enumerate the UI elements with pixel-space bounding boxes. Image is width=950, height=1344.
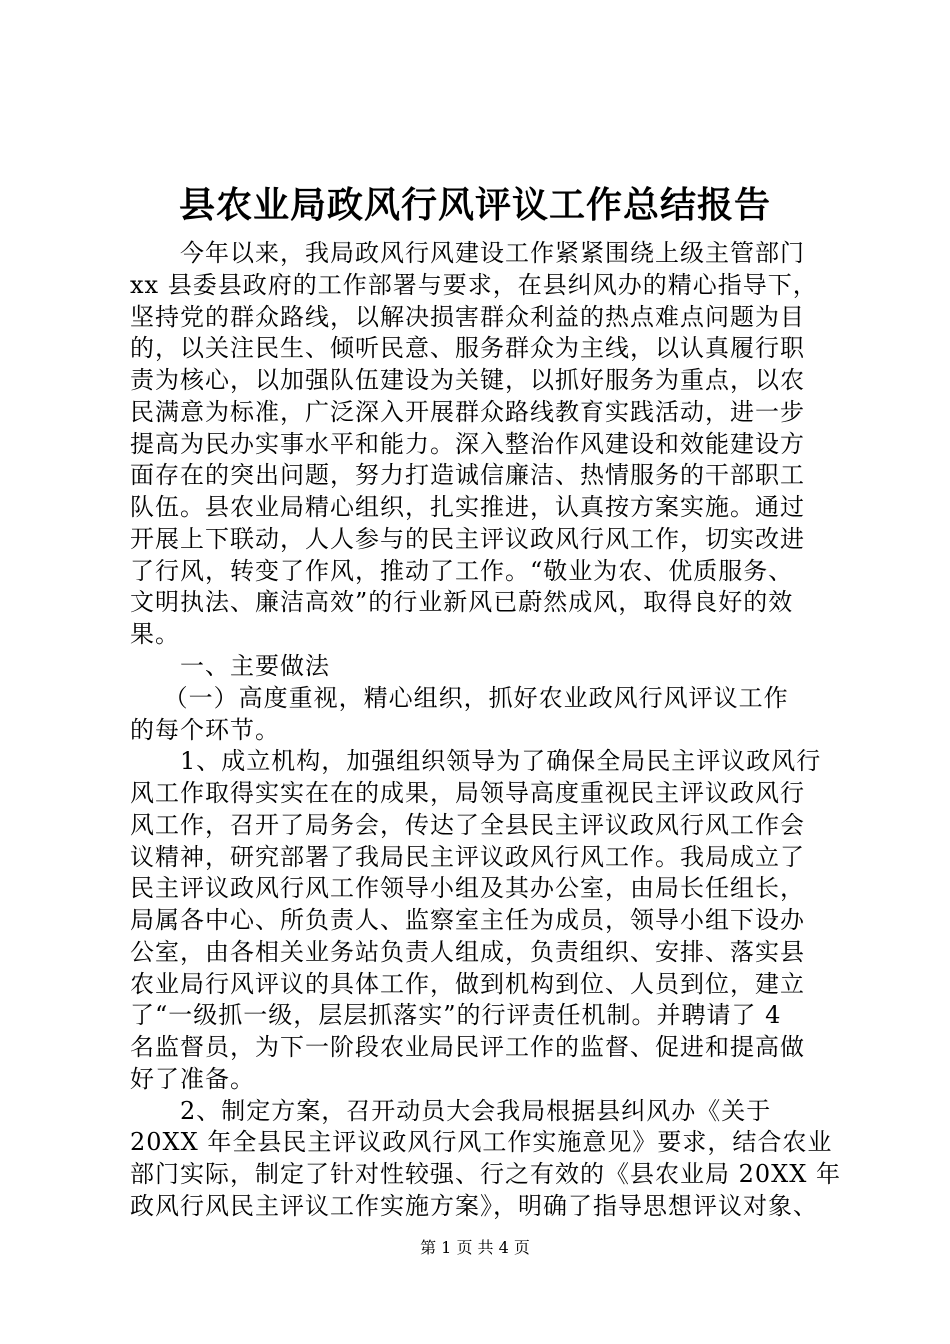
body-line: 部门实际，制定了针对性较强、行之有效的《县农业局 20XX 年	[130, 1160, 841, 1188]
body-line: 面存在的突出问题，努力打造诚信廉洁、热情服务的干部职工	[130, 461, 805, 489]
body-line: 局属各中心、所负责人、监察室主任为成员，领导小组下设办	[130, 906, 805, 934]
section-heading: 一、主要做法	[130, 652, 330, 680]
body-line: 开展上下联动，人人参与的民主评议政风行风工作，切实改进	[130, 525, 805, 553]
body-line: 议精神，研究部署了我局民主评议政风行风工作。我局成立了	[130, 843, 805, 871]
body-line: 今年以来，我局政风行风建设工作紧紧围绕上级主管部门	[130, 239, 805, 267]
body-line: 好了准备。	[130, 1065, 255, 1093]
body-line: 果。	[130, 620, 180, 648]
body-line: xx 县委县政府的工作部署与要求，在县纠风办的精心指导下，	[130, 271, 818, 299]
body-line: 20XX 年全县民主评议政风行风工作实施意见》要求，结合农业	[130, 1128, 833, 1156]
subsection-heading: （一）高度重视，精心组织，抓好农业政风行风评议工作	[130, 684, 789, 712]
body-line: 民满意为标准，广泛深入开展群众路线教育实践活动，进一步	[130, 398, 805, 426]
body-line: 公室，由各相关业务站负责人组成，负责组织、安排、落实县	[130, 938, 805, 966]
body-line: 的，以关注民生、倾听民意、服务群众为主线，以认真履行职	[130, 334, 805, 362]
body-line: 了行风，转变了作风，推动了工作。“敬业为农、优质服务、	[130, 557, 794, 585]
body-line: 名监督员，为下一阶段农业局民评工作的监督、促进和提高做	[130, 1033, 805, 1061]
body-line: 风工作，召开了局务会，传达了全县民主评议政风行风工作会	[130, 811, 805, 839]
body-line: 队伍。县农业局精心组织，扎实推进，认真按方案实施。通过	[130, 493, 805, 521]
body-line: 农业局行风评议的具体工作，做到机构到位、人员到位，建立	[130, 970, 805, 998]
body-line: 风工作取得实实在在的成果，局领导高度重视民主评议政风行	[130, 779, 805, 807]
body-line: 民主评议政风行风工作领导小组及其办公室，由局长任组长，	[130, 874, 805, 902]
document-title: 县农业局政风行风评议工作总结报告	[178, 184, 771, 226]
body-line: 提高为民办实事水平和能力。深入整治作风建设和效能建设方	[130, 430, 805, 458]
body-line: 的每个环节。	[130, 716, 280, 744]
body-line: 了“一级抓一级，层层抓落实”的行评责任机制。并聘请了 4	[130, 1001, 782, 1029]
page-number-footer: 第 1 页 共 4 页	[420, 1238, 530, 1257]
body-line: 1、成立机构，加强组织领导为了确保全局民主评议政风行	[130, 747, 822, 775]
body-line: 责为核心，以加强队伍建设为关键，以抓好服务为重点，以农	[130, 366, 805, 394]
body-line: 文明执法、廉洁高效”的行业新风已蔚然成风，取得良好的效	[130, 588, 794, 616]
body-line: 坚持党的群众路线，以解决损害群众利益的热点难点问题为目	[130, 303, 805, 331]
body-line: 2、制定方案，召开动员大会我局根据县纠风办《关于	[130, 1097, 772, 1125]
body-line: 政风行风民主评议工作实施方案》，明确了指导思想评议对象、	[130, 1192, 818, 1220]
